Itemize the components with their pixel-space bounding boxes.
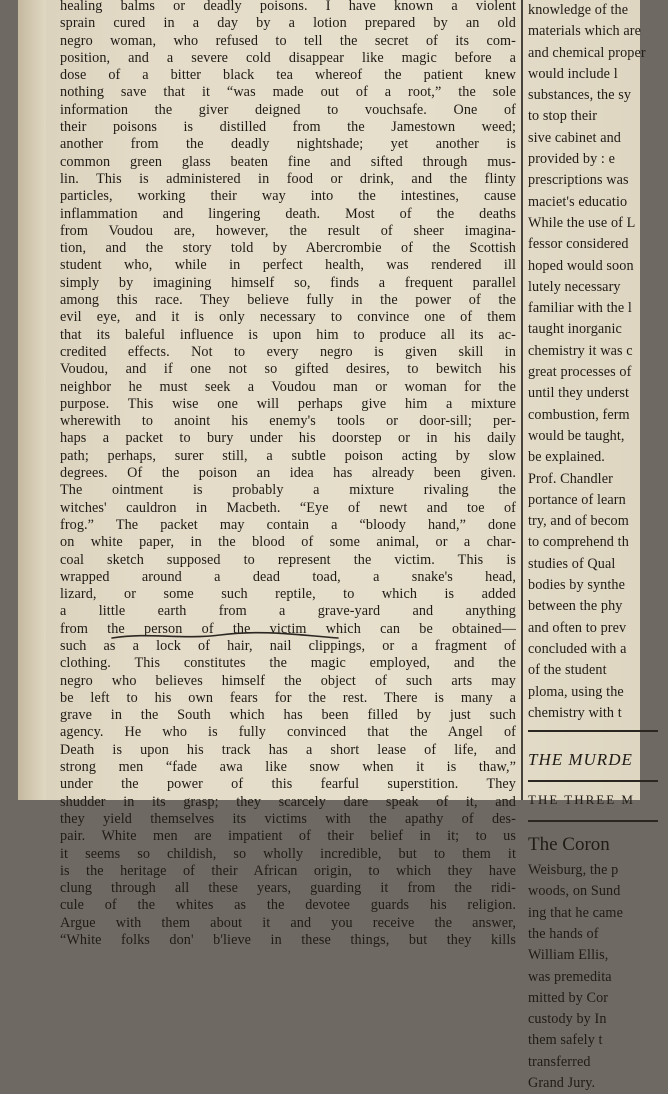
right-column-bottom-text	[528, 860, 658, 1094]
article-text-line: under the power of this fearful superstition. They	[60, 776, 516, 793]
article-text-line: Argue with them about it and you receive the answer,	[60, 914, 516, 931]
right-column-text-line: ing that he came	[528, 904, 623, 921]
right-column-text-line: chemistry it was c	[528, 342, 633, 359]
right-column-text-line: woods, on Sund	[528, 883, 621, 900]
article-text-line: coal sketch supposed to represent the victim. This is	[60, 551, 516, 568]
right-column-text-line: combustion, ferm	[528, 406, 630, 423]
right-column-text-line: custody by In	[528, 1011, 607, 1028]
article-text-line: be left to his own fears for the rest. There is many a	[60, 689, 516, 706]
article-text-line: “White folks don' b'lieve in these things, but they kills	[60, 932, 516, 949]
right-column-mid-text	[528, 469, 658, 725]
article-text-line: The ointment is probably a mixture rivaling the	[60, 482, 516, 499]
right-column-text-line: Prof. Chandler	[528, 470, 613, 487]
article-text-line: grave in the South which has been filled by just such	[60, 707, 516, 724]
right-column	[528, 0, 658, 1092]
article-text-line: inflammation and lingering death. Most of the deaths	[60, 205, 516, 222]
article-text-line: lin. This is administered in food or drink, and the flinty	[60, 170, 516, 187]
right-column-text-line: would be taught,	[528, 427, 625, 444]
right-column-text-line: great processes of	[528, 364, 632, 381]
article-text-line: healing balms or deadly poisons. I have known a violent	[60, 0, 516, 14]
article-text-line: shudder in its grasp; they scarcely dare speak of it, and	[60, 793, 516, 810]
right-column-text-line: transferred	[528, 1053, 591, 1070]
article-text-line: information the giver deigned to vouchsafe. One of	[60, 101, 516, 118]
right-column-text-line: materials which are	[528, 23, 641, 40]
article-text-line: common green glass beaten fine and sifted through mus-	[60, 153, 516, 170]
right-column-text-line: substances, the sy	[528, 87, 632, 104]
article-text-line: frog.” The packet may contain a “bloody hand,” done	[60, 516, 516, 533]
article-text-line: nothing save that it “was made out of a root,” the sole	[60, 84, 516, 101]
article-text-line: neighbor he must seek a Voudou man or woman for the	[60, 378, 516, 395]
article-text-line: on white paper, in the blood of some animal, or a char-	[60, 534, 516, 551]
article-text-line: strong men “fade awa like snow when it is thaw,”	[60, 759, 516, 776]
article-text-line: credited effects. Not to every negro is given skill in	[60, 343, 516, 360]
article-text-line: purpose. This wise one will perhaps give him a mixture	[60, 395, 516, 412]
right-column-text-line: was premedita	[528, 968, 612, 985]
article-text-line: agency. He who is fully convinced that the Angel of	[60, 724, 516, 741]
right-column-text-line: be explained.	[528, 449, 605, 466]
article-text-line: Death is upon his track has a short lease of life, and	[60, 741, 516, 758]
right-column-text-line: sive cabinet and	[528, 129, 621, 146]
article-text-line: wrapped around a dead toad, a snake's head,	[60, 568, 516, 585]
right-column-text-line: of the student	[528, 662, 607, 679]
article-text-line: from Voudou are, however, the result of sheer imagina-	[60, 222, 516, 239]
article-text-line: from the person of the victim which can be obtained—	[60, 620, 516, 637]
right-column-text-line: taught inorganic	[528, 321, 622, 338]
article-text-line: lizard, or some such reptile, to which is added	[60, 586, 516, 603]
article-text-line: negro who believes himself the object of such arts may	[60, 672, 516, 689]
right-column-text-line: until they underst	[528, 385, 630, 402]
section-divider	[528, 730, 658, 732]
right-column-text-line: familiar with the l	[528, 300, 632, 317]
column-rule	[521, 0, 523, 800]
right-column-text-line: and chemical proper	[528, 44, 646, 61]
right-column-text-line: fessor considered	[528, 236, 629, 253]
right-column-text-line: mitted by Cor	[528, 989, 609, 1006]
article-text-line: simply by imagining himself so, finds a frequent parallel	[60, 274, 516, 291]
article-text-line: particles, working their way into the intestines, cause	[60, 188, 516, 205]
right-column-text-line: Grand Jury.	[528, 1075, 596, 1092]
article-text-line: clung through all these years, guarding it from the ridi-	[60, 880, 516, 897]
article-text-line: sprain cured in a day by a lotion prepared by an old	[60, 15, 516, 32]
article-text-line: is the heritage of their African origin, to which they have	[60, 862, 516, 879]
right-column-text-line: Weisburg, the p	[528, 862, 619, 879]
right-column-text-line: try, and of becom	[528, 513, 629, 530]
right-column-text-line: bodies by synthe	[528, 577, 625, 594]
subhead-divider	[528, 820, 658, 822]
article-text-line: haps a packet to bury under his doorstep or in his daily	[60, 430, 516, 447]
article-text-line: pair. White men are impatient of their belief in it; to us	[60, 828, 516, 845]
right-column-text-line: and often to prev	[528, 619, 627, 636]
right-column-text-line: to stop their	[528, 108, 598, 125]
article-text-line: among this race. They believe fully in the power of the	[60, 292, 516, 309]
article-text-line: another from the deadly nightshade; yet another is	[60, 136, 516, 153]
article-text-line: position, and a severe cold disappear like magic before a	[60, 49, 516, 66]
page-gutter	[18, 0, 46, 800]
article-text-line: negro woman, who refused to tell the secret of its com-	[60, 32, 516, 49]
right-column-text-line: provided by : e	[528, 151, 615, 168]
right-column-text-line: lutely necessary	[528, 278, 621, 295]
article-text-line: it seems so childish, so wholly incredible, but to them it	[60, 845, 516, 862]
article-text-line: student who, while in perfect health, was rendered ill	[60, 257, 516, 274]
article-text-line: degrees. Of the poison an idea has already been given.	[60, 465, 516, 482]
article-text-line: clothing. This constitutes the magic employed, and the	[60, 655, 516, 672]
right-column-text-line: hoped would soon	[528, 257, 634, 274]
right-column-text-line: William Ellis,	[528, 947, 609, 964]
handwritten-underline-mark	[110, 626, 340, 646]
article-text-line: dose of a bitter black tea whereof the patient knew	[60, 67, 516, 84]
right-column-text-line: prescriptions was	[528, 172, 629, 189]
right-column-text-line: portance of learn	[528, 491, 626, 508]
right-column-text-line: to comprehend th	[528, 534, 629, 551]
article-headline: THE MURDE	[528, 750, 633, 770]
right-column-text-line: chemistry with t	[528, 704, 622, 721]
right-column-text-line: maciet's educatio	[528, 193, 628, 210]
right-column-text-line: the hands of	[528, 925, 599, 942]
right-column-text-line: While the use of L	[528, 214, 636, 231]
article-text-line: tion, and the story told by Abercrombie of the Scottish	[60, 240, 516, 257]
article-subhead: THE THREE M	[528, 792, 635, 808]
right-column-top-text	[528, 0, 658, 469]
article-text-line: witches' cauldron in Macbeth. “Eye of newt and toe of	[60, 499, 516, 516]
right-column-text-line: knowledge of the	[528, 2, 629, 18]
main-article-column	[60, 0, 516, 949]
headline-divider	[528, 780, 658, 782]
right-column-text-line: between the phy	[528, 598, 623, 615]
right-column-text-line: studies of Qual	[528, 555, 616, 572]
article-opening: The Coron	[528, 834, 610, 856]
article-text-line: cule of the whites as the devotee guards his religion.	[60, 897, 516, 914]
article-text-line: they yield themselves its victims with the apathy of des-	[60, 810, 516, 827]
article-text-line: wherewith to anoint his enemy's tools or door-sill; per-	[60, 413, 516, 430]
right-column-text-line: ploma, using the	[528, 683, 624, 700]
article-text-line: a little earth from a grave-yard and anything	[60, 603, 516, 620]
right-column-text-line: them safely t	[528, 1032, 603, 1049]
newspaper-page	[18, 0, 646, 1092]
article-text-line: their poisons is distilled from the Jamestown weed;	[60, 119, 516, 136]
article-text-line: Voudou, and if one not so gifted desires, to bewitch his	[60, 361, 516, 378]
article-text-line: such as a lock of hair, nail clippings, or a fragment of	[60, 637, 516, 654]
right-column-text-line: would include l	[528, 65, 618, 82]
right-column-text-line: concluded with a	[528, 640, 627, 657]
article-text-line: that its baleful influence is upon him to produce all its ac-	[60, 326, 516, 343]
article-text-line: evil eye, and it is only necessary to convince one of them	[60, 309, 516, 326]
article-text-line: path; perhaps, surer still, a subtle poison acting by slow	[60, 447, 516, 464]
